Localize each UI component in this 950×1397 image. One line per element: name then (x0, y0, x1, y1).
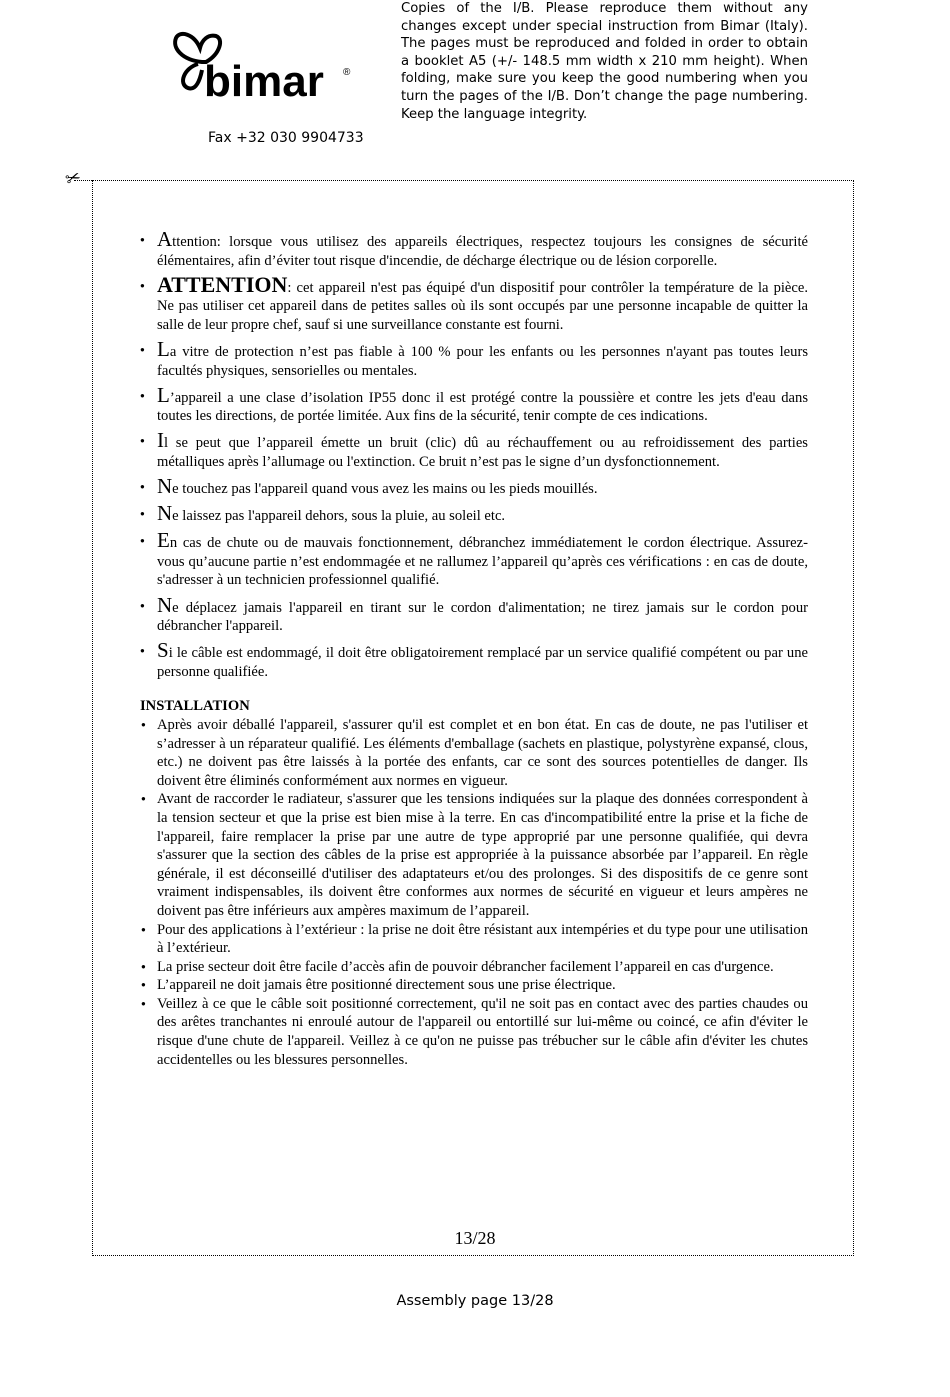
reproduction-note: Copies of the I/B. Please reproduce them without any changes except under special instruction from Bimar (Italy). The pages must be reproduced and folded in order to obtain a booklet A5 (+/- 148.5 mm width x 210 mm height). When folding, make sure you keep the good numbering when you turn the pages of the I/B. Don’t change the page numbering. Keep the language integrity. (401, 1, 808, 122)
warning-item: ● L’appareil a une clase d’isolation IP55 donc il est protégé contre la poussière et contre les jets d'eau dans toutes les directions, de portée limitée. Aux fins de la sécurité, tenir compte de ces indications. (140, 386, 808, 426)
installation-heading: INSTALLATION (140, 698, 250, 715)
page-content (140, 227, 808, 1069)
installation-item: ● La prise secteur doit être facile d’accès afin de pouvoir débrancher facilement l’appareil en cas d'urgence. (140, 958, 808, 977)
warning-item: ● Ne déplacez jamais l'appareil en tirant sur le cordon d'alimentation; ne tirez jamais sur le cordon pour débrancher l'appareil. (140, 596, 808, 636)
page-number: 13/28 (454, 1228, 496, 1248)
fax-number: Fax +32 030 9904733 (208, 130, 364, 146)
installation-item: ● Après avoir déballé l'appareil, s'assurer qu'il est complet et en bon état. En cas de doute, ne pas l'utiliser et s’adresser à un réparateur qualifié. Les éléments d'emballage (sachets en plastique, polystyrène expansé, clous, etc.) ne doivent pas être laissés à la portée des enfants, car ce sont des sources potentielles de danger. Ils doivent être éliminés conformément aux normes en vigueur. (140, 716, 808, 790)
svg-text:®: ® (343, 67, 351, 78)
bimar-logo (170, 30, 360, 102)
assembly-page-label: Assembly page 13/28 (396, 1293, 554, 1309)
safety-warnings-list (140, 227, 808, 681)
butterfly-logo-icon (170, 30, 360, 102)
installation-item: ● Avant de raccorder le radiateur, s'assurer que les tensions indiquées sur la plaque des données correspondent à la tension secteur et que la prise est bien mise à la terre. En cas d'incompatibilité entre la prise et la fiche de l'appareil, faire remplacer la prise par une autre de type approprié par une personne qualifiée, qui devra s'assurer que la section des câbles de la prise est appropriée à la puissance absorbée par l’appareil. En règle générale, il est déconseillé d'utiliser des adaptateurs et/ou des prolonges. Si des dispositifs de ce genre sont vraiment indispensables, ils doivent être conformes aux normes de sécurité en vigueur et leurs ampères ne doivent pas être inférieurs aux ampères maximum de l’appareil. (140, 790, 808, 920)
installation-item: ● L’appareil ne doit jamais être positionné directement sous une prise électrique. (140, 976, 808, 995)
warning-item: ● ATTENTION: cet appareil n'est pas équipé d'un dispositif pour contrôler la température de la pièce. Ne pas utiliser cet appareil dans de petites salles où ils sont occupés par une personne incapable de quitter la salle de leur propre chef, sauf si une surveillance constante est fourni. (140, 276, 808, 335)
warning-item: ● La vitre de protection n’est pas fiable à 100 % pour les enfants ou les personnes n'ayant pas toutes leurs facultés physiques, sensorielles ou mentales. (140, 340, 808, 380)
warning-item: ● En cas de chute ou de mauvais fonctionnement, débranchez immédiatement le cordon électrique. Assurez-vous qu’aucune partie n’est endommagée et ne rallumez l’appareil qu’après ces vérifications : en cas de doute, s'adresser à un technicien professionnel qualifié. (140, 531, 808, 590)
warning-item: ● Ne laissez pas l'appareil dehors, sous la pluie, au soleil etc. (140, 504, 808, 526)
scissors-icon: ✂ (62, 166, 85, 191)
installation-item: ● Pour des applications à l’extérieur : la prise ne doit être résistant aux intempéries et du type pour une utilisation à l’extérieur. (140, 921, 808, 958)
cut-line (74, 180, 92, 181)
warning-item: ● Il se peut que l’appareil émette un bruit (clic) dû au réchauffement ou au refroidissement des parties métalliques après l’allumage ou l'extinction. Ce bruit n’est pas le signe d’un dysfonctionnement. (140, 431, 808, 471)
logo-wordmark: bimar (204, 57, 324, 102)
warning-item: ● Ne touchez pas l'appareil quand vous avez les mains ou les pieds mouillés. (140, 477, 808, 499)
warning-item: ● Attention: lorsque vous utilisez des appareils électriques, respectez toujours les consignes de sécurité élémentaires, afin d’éviter tout risque d'incendie, de décharge électrique ou de lésion corporelle. (140, 230, 808, 270)
installation-list (140, 716, 808, 1069)
warning-item: ● Si le câble est endommagé, il doit être obligatoirement remplacé par un service qualifié compétent ou par une personne qualifiée. (140, 641, 808, 681)
installation-item: ● Veillez à ce que le câble soit positionné correctement, qu'il ne soit pas en contact avec des parties chaudes ou des arêtes tranchantes ni enroulé autour de l'appareil ou entortillé sur lui-même ou coincé, ce afin d'éviter le risque d'une chute de l'appareil. Veillez à ce qu'on ne puisse pas trébucher sur le câble afin d'éviter les chutes accidentelles ou les blessures personnelles. (140, 995, 808, 1069)
